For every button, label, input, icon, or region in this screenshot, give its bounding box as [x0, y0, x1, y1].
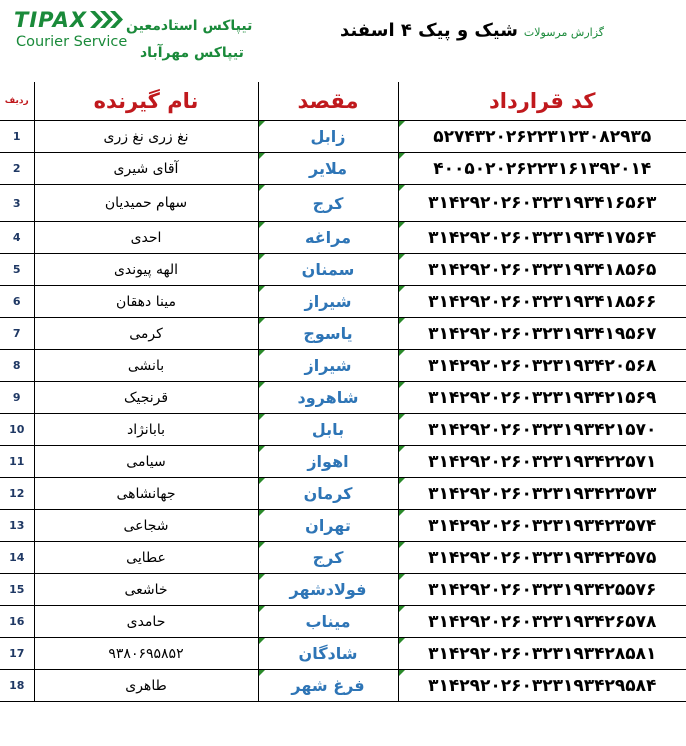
row-number-cell-text: 10 [9, 423, 25, 436]
destination-cell [258, 121, 398, 153]
recipient-name-cell-text: حامدی [126, 613, 166, 630]
contract-code-cell [398, 121, 686, 153]
row-number-cell-text: 9 [12, 391, 21, 404]
recipient-name-cell-text: نغ زری نغ زری [103, 128, 189, 145]
table-row [0, 574, 686, 606]
destination-cell-text: کرج [312, 193, 344, 213]
row-number-cell-text: 16 [9, 615, 25, 628]
contract-code-cell-text: ۳۱۴۲۹۲۰۲۶۰۳۲۳۱۹۳۴۲۴۵۷۵ [428, 547, 657, 568]
recipient-name-cell-text: آقای شیری [113, 160, 179, 177]
contract-code-cell-text: ۳۱۴۲۹۲۰۲۶۰۳۲۳۱۹۳۴۲۳۵۷۳ [428, 483, 657, 504]
contract-code-cell [398, 254, 686, 286]
row-number-cell-text: 6 [12, 295, 21, 308]
header-recipient-name: نام گیرنده [34, 82, 258, 121]
destination-cell [258, 606, 398, 638]
cell-comment-marker-icon [259, 222, 265, 228]
cell-comment-marker-icon [259, 478, 265, 484]
table-row [0, 153, 686, 185]
row-number-cell [0, 382, 34, 414]
row-number-cell-text: 5 [12, 263, 21, 276]
row-number-cell-text: 11 [9, 455, 25, 468]
contract-code-cell [398, 153, 686, 185]
row-number-cell [0, 286, 34, 318]
cell-comment-marker-icon [399, 121, 405, 127]
recipient-name-cell [34, 414, 258, 446]
row-number-cell-text: 8 [12, 359, 21, 372]
cell-comment-marker-icon [259, 121, 265, 127]
contract-code-cell-text: ۳۱۴۲۹۲۰۲۶۰۳۲۳۱۹۳۴۲۸۵۸۱ [428, 643, 657, 664]
recipient-name-cell [34, 574, 258, 606]
cell-comment-marker-icon [399, 286, 405, 292]
row-number-cell [0, 574, 34, 606]
destination-cell-text: بابل [311, 420, 345, 439]
cell-comment-marker-icon [259, 446, 265, 452]
recipient-name-cell-text: بابانژاد [126, 421, 166, 438]
table-row [0, 638, 686, 670]
cell-comment-marker-icon [399, 222, 405, 228]
table-row [0, 606, 686, 638]
table-row [0, 446, 686, 478]
report-header [0, 0, 686, 82]
cell-comment-marker-icon [259, 638, 265, 644]
recipient-name-cell [34, 254, 258, 286]
destination-cell-text: میناب [305, 612, 351, 631]
contract-code-cell [398, 606, 686, 638]
row-number-cell-text: 7 [12, 327, 21, 340]
row-number-cell-text: 13 [9, 519, 25, 532]
cell-comment-marker-icon [399, 350, 405, 356]
contract-code-cell-text: ۳۱۴۲۹۲۰۲۶۰۳۲۳۱۹۳۴۲۰۵۶۸ [428, 355, 657, 376]
destination-cell [258, 153, 398, 185]
destination-cell-text: فرغ شهر [291, 676, 365, 695]
cell-comment-marker-icon [259, 670, 265, 676]
table-row [0, 222, 686, 254]
cell-comment-marker-icon [399, 382, 405, 388]
recipient-name-cell-text: احدی [130, 229, 162, 246]
header-row-number: ردیف [0, 82, 34, 121]
row-number-cell [0, 222, 34, 254]
contract-code-cell-text: ۳۱۴۲۹۲۰۲۶۰۳۲۳۱۹۳۴۲۱۵۷۰ [428, 419, 657, 440]
contract-code-cell-text: ۳۱۴۲۹۲۰۲۶۰۳۲۳۱۹۳۴۲۶۵۷۸ [428, 611, 657, 632]
logo-tagline: Courier Service [16, 34, 128, 50]
recipient-name-cell-text: کرمی [129, 325, 163, 342]
contract-code-cell [398, 574, 686, 606]
row-number-cell-text: 18 [9, 679, 25, 692]
row-number-cell [0, 542, 34, 574]
recipient-name-cell-text: طاهری [125, 677, 167, 694]
cell-comment-marker-icon [399, 185, 405, 191]
destination-cell-text: ملایر [308, 159, 347, 178]
contract-code-cell [398, 318, 686, 350]
recipient-name-cell [34, 478, 258, 510]
contract-code-cell-text: ۳۱۴۲۹۲۰۲۶۰۳۲۳۱۹۳۴۱۷۵۶۴ [428, 227, 657, 248]
contract-code-cell-text: ۳۱۴۲۹۲۰۲۶۰۳۲۳۱۹۳۴۲۳۵۷۴ [428, 515, 657, 536]
header-destination: مقصد [258, 82, 398, 121]
row-number-cell-text: 2 [12, 162, 21, 175]
contract-code-cell-text: ۳۱۴۲۹۲۰۲۶۰۳۲۳۱۹۳۴۱۶۵۶۳ [428, 193, 657, 213]
destination-cell-text: کرج [312, 548, 344, 567]
recipient-name-cell-text: سهام حمیدیان [104, 195, 188, 211]
recipient-name-cell [34, 382, 258, 414]
row-number-cell-text: 12 [9, 487, 25, 500]
destination-cell-text: فولادشهر [289, 580, 367, 599]
row-number-cell [0, 638, 34, 670]
contract-code-cell [398, 350, 686, 382]
recipient-name-cell [34, 121, 258, 153]
recipient-name-cell [34, 606, 258, 638]
destination-cell-text: شاهرود [297, 388, 359, 407]
contract-code-cell [398, 542, 686, 574]
row-number-cell-text: 17 [9, 647, 25, 660]
cell-comment-marker-icon [259, 153, 265, 159]
contract-code-cell [398, 222, 686, 254]
cell-comment-marker-icon [399, 606, 405, 612]
recipient-name-cell [34, 670, 258, 702]
cell-comment-marker-icon [399, 254, 405, 260]
destination-cell [258, 574, 398, 606]
recipient-name-cell-text: مینا دهقان [116, 293, 176, 310]
cell-comment-marker-icon [259, 185, 265, 191]
cell-comment-marker-icon [399, 510, 405, 516]
recipient-name-cell [34, 542, 258, 574]
recipient-name-cell-text: بانشی [127, 357, 165, 374]
row-number-cell-text: 4 [12, 231, 21, 244]
recipient-name-cell [34, 153, 258, 185]
destination-cell [258, 510, 398, 542]
cell-comment-marker-icon [399, 446, 405, 452]
row-number-cell-text: 14 [9, 551, 25, 564]
cell-comment-marker-icon [259, 382, 265, 388]
contract-code-cell [398, 638, 686, 670]
contract-code-cell-text: ۴۰۰۵۰۲۰۲۶۲۲۳۱۶۱۳۹۲۰۱۴ [433, 158, 652, 179]
destination-cell-text: مراغه [305, 228, 351, 247]
contract-code-cell [398, 185, 686, 222]
recipient-name-cell [34, 510, 258, 542]
contract-code-cell-text: ۳۱۴۲۹۲۰۲۶۰۳۲۳۱۹۳۴۱۸۵۶۵ [428, 259, 657, 280]
destination-cell [258, 185, 398, 222]
tipax-logo [14, 8, 122, 30]
row-number-cell [0, 478, 34, 510]
recipient-name-cell [34, 185, 258, 222]
cell-comment-marker-icon [399, 318, 405, 324]
contract-code-cell-text: ۳۱۴۲۹۲۰۲۶۰۳۲۳۱۹۳۴۱۹۵۶۷ [428, 323, 657, 344]
destination-cell [258, 542, 398, 574]
recipient-name-cell [34, 638, 258, 670]
cell-comment-marker-icon [399, 542, 405, 548]
row-number-cell [0, 121, 34, 153]
table-row [0, 382, 686, 414]
report-heading [340, 20, 604, 41]
shipments-table [0, 82, 686, 702]
recipient-name-cell [34, 318, 258, 350]
cell-comment-marker-icon [259, 542, 265, 548]
cell-comment-marker-icon [399, 638, 405, 644]
destination-cell [258, 446, 398, 478]
destination-cell [258, 414, 398, 446]
row-number-cell [0, 510, 34, 542]
cell-comment-marker-icon [399, 153, 405, 159]
recipient-name-cell-text: قرنجیک [123, 389, 169, 406]
table-row [0, 318, 686, 350]
destination-cell [258, 382, 398, 414]
row-number-cell [0, 185, 34, 222]
cell-comment-marker-icon [259, 606, 265, 612]
recipient-name-cell [34, 446, 258, 478]
destination-cell [258, 478, 398, 510]
cell-comment-marker-icon [259, 574, 265, 580]
row-number-cell [0, 318, 34, 350]
contract-code-cell [398, 670, 686, 702]
branch-name-1: تیپاکس استادمعین [126, 18, 253, 34]
destination-cell [258, 254, 398, 286]
destination-cell-text: شادگان [298, 644, 358, 663]
table-row [0, 121, 686, 153]
table-row [0, 510, 686, 542]
table-row [0, 254, 686, 286]
destination-cell-text: تهران [305, 516, 351, 535]
recipient-name-cell-text: الهه پیوندی [113, 261, 179, 278]
contract-code-cell [398, 286, 686, 318]
destination-cell [258, 222, 398, 254]
table-row [0, 286, 686, 318]
contract-code-cell-text: ۳۱۴۲۹۲۰۲۶۰۳۲۳۱۹۳۴۲۱۵۶۹ [428, 387, 657, 408]
contract-code-cell [398, 510, 686, 542]
cell-comment-marker-icon [399, 670, 405, 676]
table-header-row [0, 82, 686, 121]
recipient-name-cell-text: سیامی [126, 453, 166, 470]
table-row [0, 350, 686, 382]
destination-cell-text: کرمان [303, 484, 353, 503]
contract-code-cell [398, 478, 686, 510]
cell-comment-marker-icon [259, 286, 265, 292]
destination-cell-text: سمنان [301, 260, 355, 279]
contract-code-cell-text: ۳۱۴۲۹۲۰۲۶۰۳۲۳۱۹۳۴۱۸۵۶۶ [428, 291, 657, 312]
recipient-name-cell [34, 350, 258, 382]
recipient-name-cell-text: خاشعی [124, 581, 168, 598]
row-number-cell-text: 3 [12, 196, 21, 210]
cell-comment-marker-icon [399, 574, 405, 580]
row-number-cell [0, 414, 34, 446]
contract-code-cell [398, 414, 686, 446]
destination-cell-text: شیراز [304, 292, 352, 311]
recipient-name-cell-text: جهانشاهی [116, 485, 176, 502]
destination-cell [258, 670, 398, 702]
table-row [0, 670, 686, 702]
destination-cell [258, 318, 398, 350]
cell-comment-marker-icon [259, 350, 265, 356]
destination-cell-text: شیراز [304, 356, 352, 375]
table-row [0, 414, 686, 446]
recipient-name-cell-text: شجاعی [123, 517, 169, 534]
row-number-cell [0, 153, 34, 185]
row-number-cell [0, 446, 34, 478]
table-row [0, 185, 686, 222]
row-number-cell [0, 254, 34, 286]
cell-comment-marker-icon [399, 478, 405, 484]
contract-code-cell-text: ۳۱۴۲۹۲۰۲۶۰۳۲۳۱۹۳۴۲۵۵۷۶ [428, 579, 657, 600]
branch-name-2: تیپاکس مهرآباد [140, 45, 244, 61]
row-number-cell-text: 1 [12, 130, 21, 143]
cell-comment-marker-icon [259, 318, 265, 324]
row-number-cell-text: 15 [9, 583, 25, 596]
destination-cell [258, 286, 398, 318]
recipient-name-cell [34, 222, 258, 254]
report-prefix: گزارش مرسولات [523, 26, 604, 39]
contract-code-cell [398, 382, 686, 414]
row-number-cell [0, 606, 34, 638]
recipient-name-cell-text: ۹۳۸۰۶۹۵۸۵۲ [108, 645, 184, 662]
row-number-cell [0, 670, 34, 702]
contract-code-cell [398, 446, 686, 478]
logo-stripes-icon [90, 11, 124, 28]
recipient-name-cell-text: عطایی [126, 549, 166, 566]
cell-comment-marker-icon [259, 414, 265, 420]
destination-cell [258, 638, 398, 670]
contract-code-cell-text: ۳۱۴۲۹۲۰۲۶۰۳۲۳۱۹۳۴۲۲۵۷۱ [428, 451, 657, 472]
destination-cell-text: اهواز [307, 452, 349, 471]
destination-cell-text: زابل [310, 127, 346, 146]
cell-comment-marker-icon [399, 414, 405, 420]
header-contract-code: کد قرارداد [398, 82, 686, 121]
contract-code-cell-text: ۳۱۴۲۹۲۰۲۶۰۳۲۳۱۹۳۴۲۹۵۸۴ [428, 675, 657, 696]
logo-wordmark: TIPAX [14, 8, 88, 32]
cell-comment-marker-icon [259, 510, 265, 516]
report-title: شیک و پیک ۴ اسفند [340, 20, 518, 41]
destination-cell [258, 350, 398, 382]
cell-comment-marker-icon [259, 254, 265, 260]
destination-cell-text: یاسوج [303, 324, 353, 343]
contract-code-cell-text: ۵۲۷۴۳۲۰۲۶۲۲۳۱۲۳۰۸۲۹۳۵ [433, 126, 652, 147]
table-row [0, 542, 686, 574]
row-number-cell [0, 350, 34, 382]
recipient-name-cell [34, 286, 258, 318]
table-row [0, 478, 686, 510]
